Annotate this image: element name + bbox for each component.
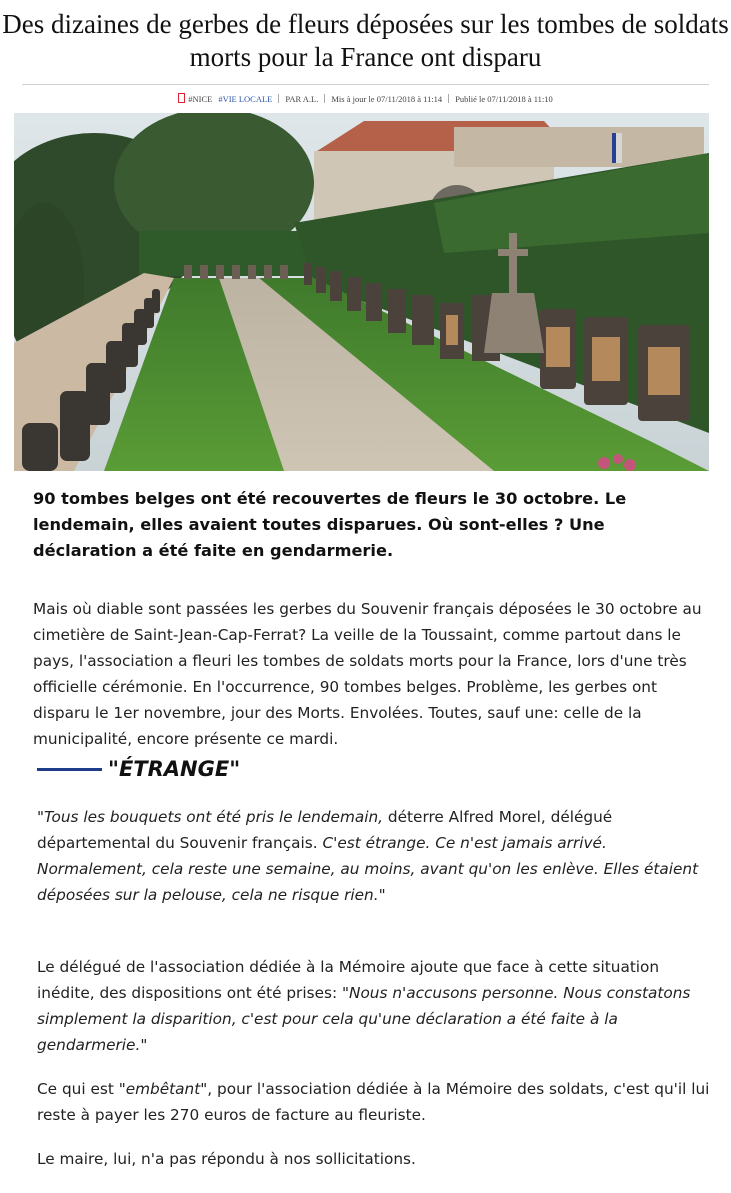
- paragraph-2: [37, 804, 717, 908]
- article-lead: 90 tombes belges ont été recouvertes de fleurs le 30 octobre. Le lendemain, elles avaient toutes disparues. Où sont-elles ? Une déclaration a été faite en gendarmerie.: [33, 489, 627, 560]
- updated-date: Mis à jour le 07/11/2018 à 11:14: [331, 94, 443, 104]
- body-text: déterre Alfred Morel, délégué départemental du Souvenir français.: [37, 808, 613, 852]
- quote-text: embêtant: [125, 1080, 201, 1098]
- quote-text: "Nous n'accusons personne. Nous constatons simplement la disparition, c'est pour cela qu'une déclaration a été faite à la gendarmerie.": [37, 984, 691, 1054]
- meta-separator: [324, 94, 325, 103]
- quote-text: "Tous les bouquets ont été pris le lendemain,: [37, 808, 384, 826]
- cemetery-photo: [14, 113, 709, 471]
- section-subhead: "ÉTRANGE": [108, 757, 241, 781]
- tag-vie-locale-link[interactable]: #VIE LOCALE: [218, 94, 273, 104]
- meta-separator: [278, 94, 279, 103]
- body-text: Ce qui est ": [37, 1080, 126, 1098]
- article-title: Des dizaines de gerbes de fleurs déposées sur les tombes de soldats morts pour la France ont disparu: [2, 9, 729, 72]
- article-meta: [0, 93, 731, 104]
- title-divider: [22, 84, 709, 85]
- published-date: Publié le 07/11/2018 à 11:10: [455, 94, 553, 104]
- quote-text: C'est étrange. Ce n'est jamais arrivé. Normalement, cela reste une semaine, au moins, avant qu'on les enlève. Elles étaient déposées sur la pelouse, cela ne risque rien.": [37, 834, 699, 904]
- paragraph-5: Le maire, lui, n'a pas répondu à nos sollicitations.: [37, 1150, 416, 1168]
- article-author: PAR A.L.: [285, 94, 319, 104]
- body-text: Le délégué de l'association dédiée à la Mémoire ajoute que face à cette situation inédite, des dispositions ont été prises:: [37, 958, 660, 1002]
- paragraph-1: Mais où diable sont passées les gerbes du Souvenir français déposées le 30 octobre au cimetière de Saint-Jean-Cap-Ferrat? La veille de la Toussaint, comme partout dans le pays, l'association a fleuri les tombes de soldats morts pour la France, lors d'une très officielle cérémonie. En l'occurrence, 90 tombes belges. Problème, les gerbes ont disparu le 1er novembre, jour des Morts. Envolées. Toutes, sauf une: celle de la municipalité, encore présente ce mardi.: [33, 600, 702, 748]
- meta-separator: [448, 94, 449, 103]
- paragraph-3: [37, 954, 717, 1058]
- tag-nice-link[interactable]: #NICE: [178, 94, 212, 104]
- subhead-accent-bar: [37, 768, 102, 771]
- body-text: ", pour l'association dédiée à la Mémoire des soldats, c'est qu'il lui reste à payer les 270 euros de facture au fleuriste.: [37, 1080, 710, 1124]
- paragraph-4: [37, 1076, 717, 1128]
